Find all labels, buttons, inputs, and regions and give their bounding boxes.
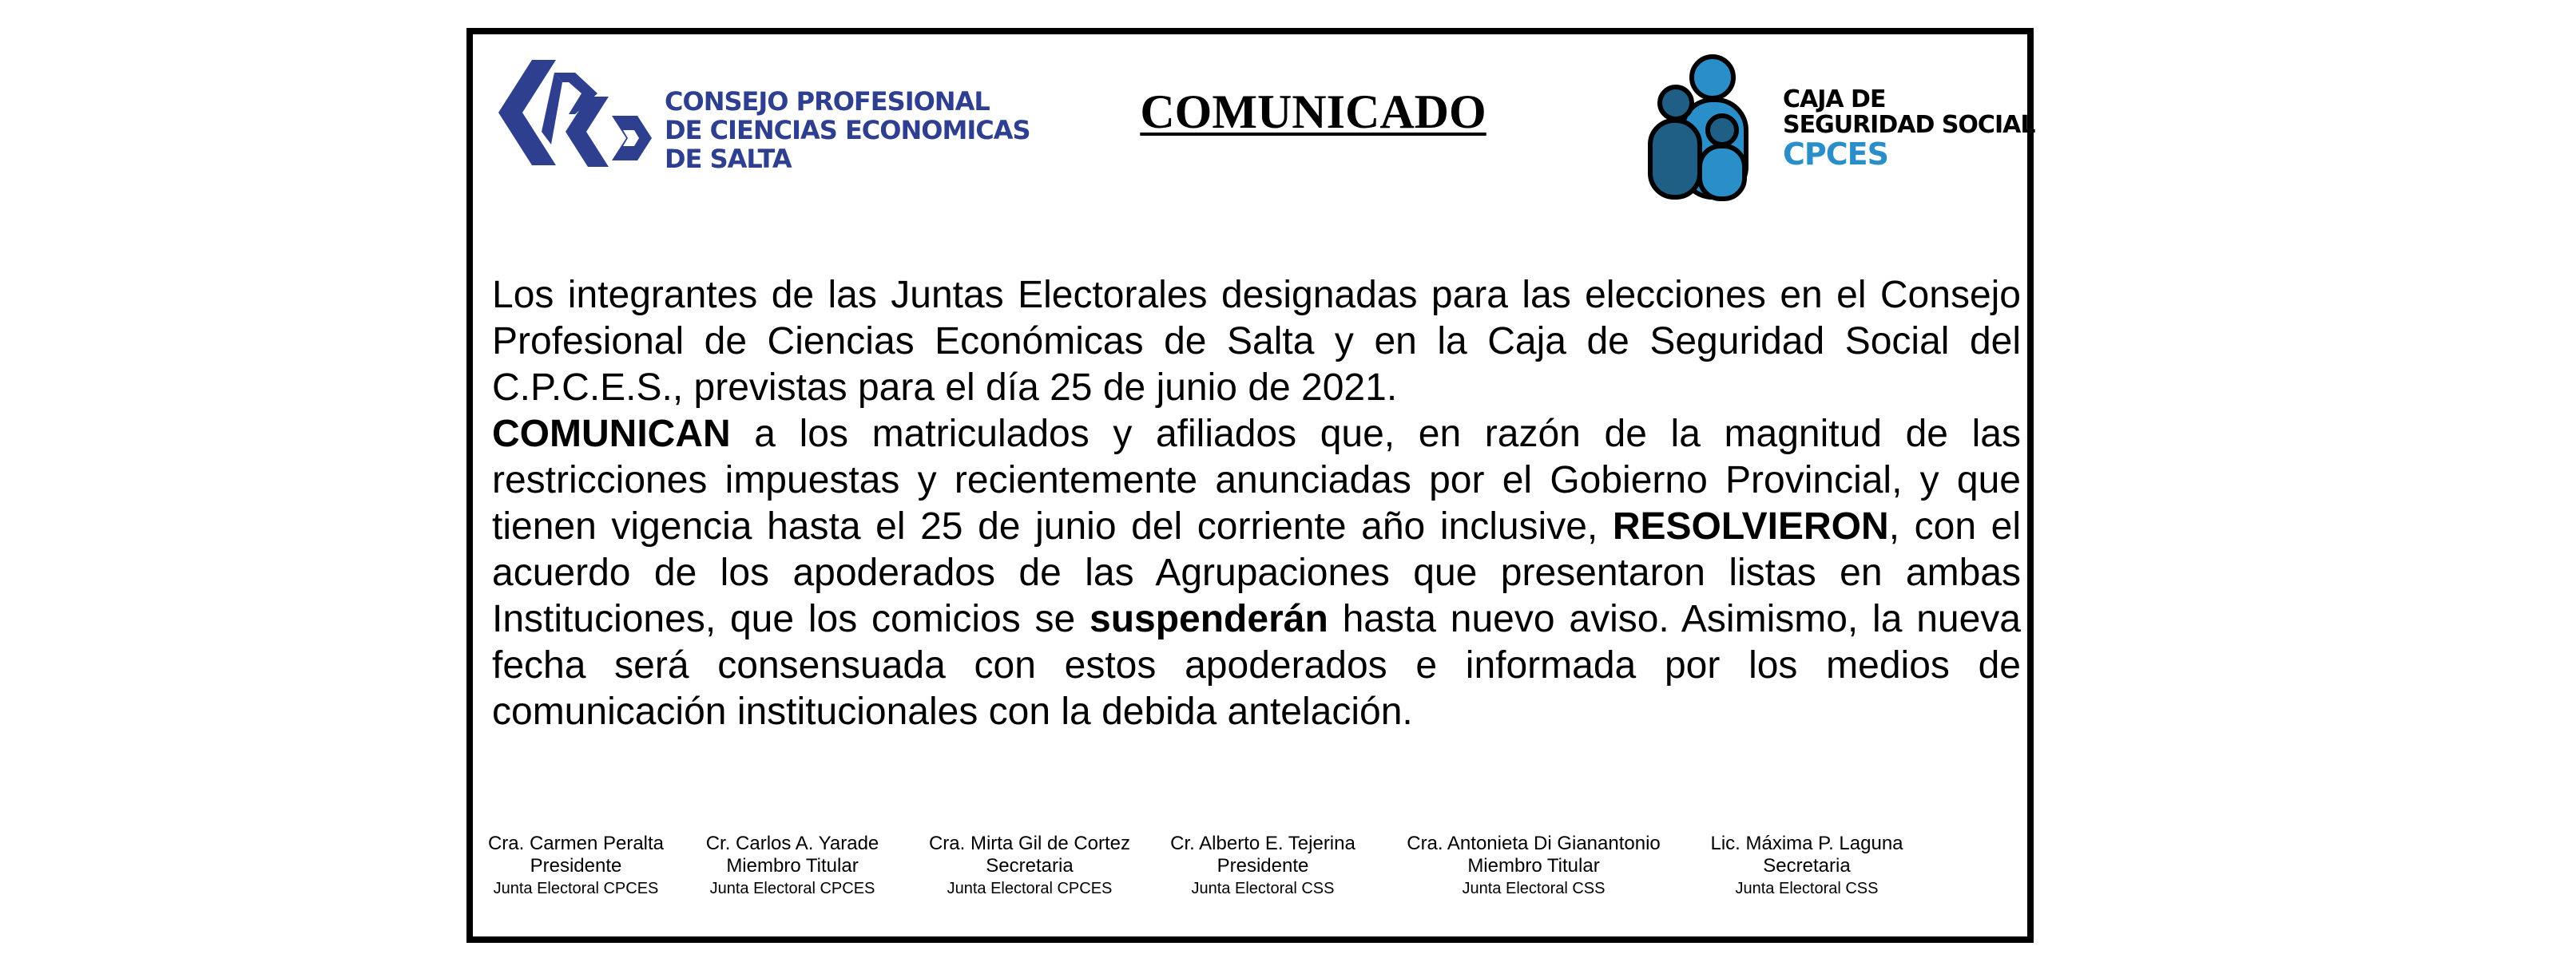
signer-name: Cr. Carlos A. Yarade xyxy=(705,833,879,854)
signature-block xyxy=(1398,833,1669,900)
cpce-logo xyxy=(492,49,1030,176)
signer-name: Cra. Mirta Gil de Cortez xyxy=(928,833,1131,854)
resolution-text-1: a los matriculados y afiliados que, en razón de la magnitud de las restricciones impuestas y recientemente anunciadas por el Gobierno Provincial, y que tienen vigencia hasta el 25 de junio del corriente año inclusive, xyxy=(492,413,2021,548)
signature-row xyxy=(484,833,2026,913)
caja-line-1: CAJA DE xyxy=(1783,85,1886,113)
signer-body: Junta Electoral CSS xyxy=(1191,880,1335,897)
cpce-org-line-3: DE SALTA xyxy=(665,144,792,174)
cpce-org-name xyxy=(665,87,1030,173)
signature-block xyxy=(697,833,888,900)
signature-block xyxy=(1160,833,1366,900)
signer-body: Junta Electoral CSS xyxy=(1735,880,1879,897)
signer-body: Junta Electoral CPCES xyxy=(493,880,659,897)
signer-name: Cra. Antonieta Di Gianantonio xyxy=(1407,833,1661,854)
caja-line-2: SEGURIDAD SOCIAL xyxy=(1783,111,2035,139)
cpce-org-line-1: CONSEJO PROFESIONAL xyxy=(665,86,990,117)
communique-frame xyxy=(466,28,2034,943)
caja-acronym: CPCES xyxy=(1783,137,1888,172)
paragraph-resolution xyxy=(492,411,2021,735)
signer-body: Junta Electoral CPCES xyxy=(947,880,1113,897)
signer-role: Presidente xyxy=(530,855,622,877)
signer-role: Miembro Titular xyxy=(726,855,859,877)
cpce-org-line-2: DE CIENCIAS ECONOMICAS xyxy=(665,115,1030,145)
cpce-emblem-icon xyxy=(492,49,660,176)
caja-people-icon xyxy=(1636,47,1780,207)
keyword-comunican: COMUNICAN xyxy=(492,413,731,455)
resolution-text-2: , con el acuerdo de los apoderados de las Agrupaciones que presentaron listas en ambas Instituciones, que los comicios se xyxy=(492,505,2021,640)
signature-block xyxy=(1703,833,1911,900)
signer-role: Secretaria xyxy=(1763,855,1851,877)
caja-logo xyxy=(1636,47,2035,207)
signer-body: Junta Electoral CPCES xyxy=(709,880,875,897)
page-title: COMUNICADO xyxy=(1140,85,1486,138)
keyword-resolvieron: RESOLVIERON xyxy=(1612,505,1889,548)
communique-body xyxy=(492,272,2021,735)
signature-block xyxy=(484,833,668,900)
signer-role: Secretaria xyxy=(986,855,1074,877)
signer-role: Miembro Titular xyxy=(1467,855,1600,877)
signer-role: Presidente xyxy=(1217,855,1309,877)
resolution-text-3: hasta nuevo aviso. Asimismo, la nueva fecha será consensuada con estos apoderados e informada por los medios de comunicación institucionales con la debida antelación. xyxy=(492,598,2021,733)
signer-name: Cr. Alberto E. Tejerina xyxy=(1170,833,1355,854)
signer-name: Cra. Carmen Peralta xyxy=(487,833,665,854)
signature-block xyxy=(922,833,1137,900)
caja-name xyxy=(1783,87,2034,170)
signer-name: Lic. Máxima P. Laguna xyxy=(1710,833,1903,854)
signer-body: Junta Electoral CSS xyxy=(1462,880,1606,897)
paragraph-intro: Los integrantes de las Juntas Electorales designadas para las elecciones en el Consejo Profesional de Ciencias Económicas de Salta y en la Caja de Seguridad Social del C.P.C.E.S., previstas para el día 25 de junio de 2021. xyxy=(492,274,2021,409)
keyword-suspenderan: suspenderán xyxy=(1090,598,1328,640)
